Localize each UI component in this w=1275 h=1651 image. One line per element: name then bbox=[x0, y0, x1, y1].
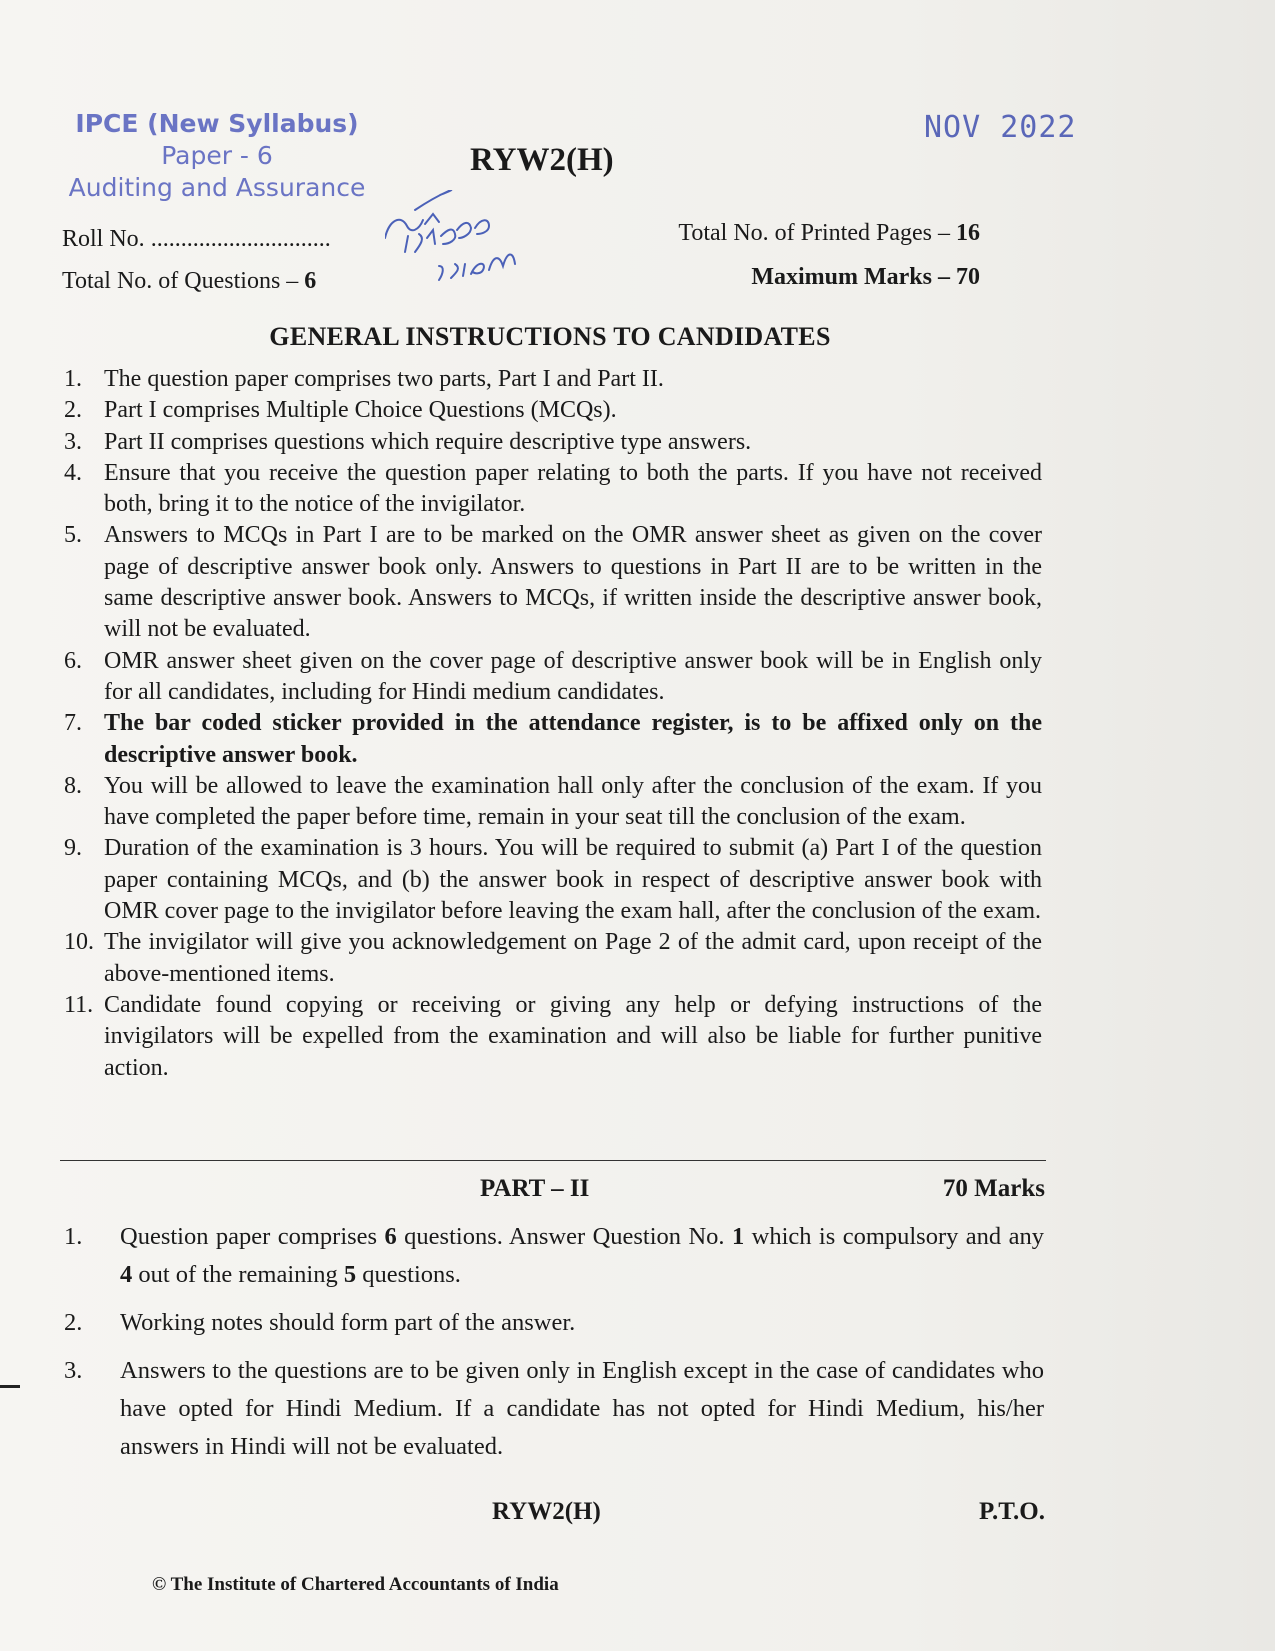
total-questions-value: 6 bbox=[304, 268, 317, 294]
part-instruction-item: 1. Question paper comprises 6 questions. Answer Question No. 1 which is compulsory and any 4 out of the remaining 5 questions. bbox=[64, 1223, 1044, 1288]
part-ii-instructions bbox=[64, 1218, 1044, 1476]
maximum-marks-info bbox=[680, 264, 980, 291]
roll-number-field bbox=[62, 226, 331, 253]
part-instruction-item: 3. Answers to the questions are to be given only in English except in the case of candidates who have opted for Hindi Medium. If a candidate has not opted for Hindi Medium, his/her answers in Hindi will not be evaluated. bbox=[64, 1357, 1044, 1460]
total-questions-label: Total No. of Questions – bbox=[62, 268, 305, 294]
general-instructions-list bbox=[64, 364, 1042, 1084]
maximum-marks-value: 70 bbox=[956, 264, 980, 290]
paper-code-footer: RYW2(H) bbox=[492, 1498, 601, 1525]
instruction-item: 5. Answers to MCQs in Part I are to be marked on the OMR answer sheet as given on the cover page of descriptive answer book only. Answers to questions in Part II are to be written in the same descriptive answer book. Answers to MCQs, if written inside the descriptive answer book, will not be evaluated. bbox=[64, 522, 1042, 643]
printed-pages-label: Total No. of Printed Pages – bbox=[678, 220, 956, 246]
instruction-item: 8. You will be allowed to leave the examination hall only after the conclusion of the exam. If you have completed the paper before time, remain in your seat till the conclusion of the exam. bbox=[64, 772, 1042, 831]
part-marks: 70 Marks bbox=[942, 1175, 1045, 1202]
stamp-subject: Auditing and Assurance bbox=[68, 173, 366, 202]
stamp-course: IPCE (New Syllabus) bbox=[75, 109, 359, 138]
section-divider bbox=[60, 1160, 1046, 1161]
roll-no-label: Roll No. bbox=[62, 226, 145, 252]
total-questions-info bbox=[62, 268, 316, 295]
instruction-item: 2. Part I comprises Multiple Choice Questions (MCQs). bbox=[64, 397, 617, 424]
instruction-item: 9. Duration of the examination is 3 hours. You will be required to submit (a) Part I of the question paper containing MCQs, and (b) the answer book in respect of descriptive answer book with OMR cover page to the invigilator before leaving the exam hall, after the conclusion of the exam. bbox=[64, 835, 1042, 925]
printed-pages-value: 16 bbox=[956, 220, 980, 246]
copyright-notice: © The Institute of Chartered Accountants of India bbox=[152, 1574, 559, 1595]
part-instruction-item: 2. Working notes should form part of the answer. bbox=[64, 1309, 576, 1336]
instruction-item: 7. The bar coded sticker provided in the attendance register, is to be affixed only on the descriptive answer book. bbox=[64, 710, 1042, 768]
printed-pages-info bbox=[640, 220, 980, 247]
instruction-item: 10. The invigilator will give you acknowledgement on Page 2 of the admit card, upon receipt of the above-mentioned items. bbox=[64, 929, 1042, 987]
subject-stamp bbox=[52, 108, 382, 204]
stamp-paper: Paper - 6 bbox=[161, 141, 273, 170]
instruction-item: 4. Ensure that you receive the question paper relating to both the parts. If you have not received both, bring it to the notice of the invigilator. bbox=[64, 459, 1042, 518]
part-title: PART – II bbox=[480, 1175, 590, 1202]
instruction-item: 3. Part II comprises questions which require descriptive type answers. bbox=[64, 428, 752, 455]
handwritten-annotation bbox=[385, 190, 575, 300]
general-instructions-heading: GENERAL INSTRUCTIONS TO CANDIDATES bbox=[269, 322, 831, 351]
instruction-item: 6. OMR answer sheet given on the cover page of descriptive answer book will be in English only for all candidates, including for Hindi medium candidates. bbox=[64, 647, 1042, 705]
roll-no-dots: .............................. bbox=[150, 226, 331, 252]
instruction-item: 1. The question paper comprises two parts, Part I and Part II. bbox=[64, 366, 664, 392]
instruction-item: 11. Candidate found copying or receiving or giving any help or defying instructions of the invigilators will be expelled from the examination and will also be liable for further punitive action. bbox=[64, 991, 1042, 1081]
session-stamp: NOV 2022 bbox=[924, 110, 1077, 145]
maximum-marks-label: Maximum Marks – bbox=[751, 264, 956, 290]
please-turn-over: P.T.O. bbox=[979, 1498, 1045, 1525]
margin-mark bbox=[0, 1385, 20, 1388]
paper-code-header: RYW2(H) bbox=[470, 142, 614, 178]
